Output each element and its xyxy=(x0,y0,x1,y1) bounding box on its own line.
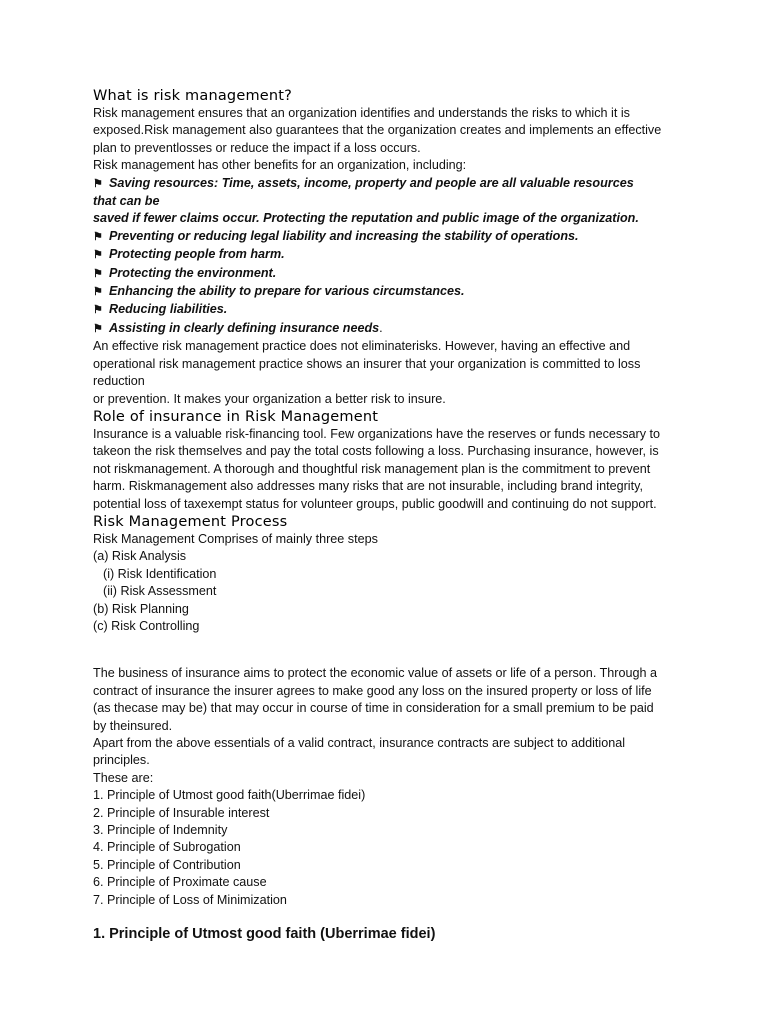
principle-item: 6. Principle of Proximate cause xyxy=(93,875,267,890)
principle-item: 5. Principle of Contribution xyxy=(93,857,241,872)
text-line: Insurance is a valuable risk-financing tool. Few organizations have the reserves or funds necessary to xyxy=(93,426,661,441)
list-item: ⚑ Saving resources: Time, assets, income, property and people are all valuable resources xyxy=(93,175,683,193)
business-paragraph xyxy=(93,665,683,735)
list-item: ⚑ Reducing liabilities. xyxy=(93,301,683,319)
principle-item: 7. Principle of Loss of Minimization xyxy=(93,892,287,907)
text-line: Apart from the above essentials of a valid contract, insurance contracts are subject to additional xyxy=(93,736,626,750)
step-item: (a) Risk Analysis xyxy=(93,549,187,564)
effective-practice-paragraph xyxy=(93,338,683,408)
step-item: (i) Risk Identification xyxy=(103,566,217,581)
text-line: not riskmanagement. A thorough and thoughtful risk management plan is the commitment to prevent xyxy=(93,461,651,476)
list-item: ⚑ Protecting people from harm. xyxy=(93,246,683,264)
process-intro: Risk Management Comprises of mainly three steps xyxy=(93,531,378,546)
list-item: ⚑ Enhancing the ability to prepare for various circumstances. xyxy=(93,283,683,301)
text-line: principles. xyxy=(93,753,150,768)
role-paragraph xyxy=(93,426,683,513)
spacer xyxy=(93,909,683,925)
flag-bullet-icon: ⚑ xyxy=(93,322,103,335)
text-line: harm. Riskmanagement also addresses many risks that are not insurable, including brand integrity, xyxy=(93,479,643,494)
heading-risk-management-process: Risk Management Process xyxy=(93,513,288,530)
principle-item: 4. Principle of Subrogation xyxy=(93,840,241,855)
list-item: ⚑ Protecting the environment. xyxy=(93,265,683,283)
list-item-continuation: that can be xyxy=(93,194,160,209)
spacer xyxy=(93,635,683,665)
heading-principle-utmost-good-faith: 1. Principle of Utmost good faith (Uberrimae fidei) xyxy=(93,926,436,943)
principle-item: 1. Principle of Utmost good faith(Uberrimae fidei) xyxy=(93,788,366,803)
text-line: contract of insurance the insurer agrees to make good any loss on the insured property or loss of life xyxy=(93,683,652,698)
text-line: plan to preventlosses or reduce the impact if a loss occurs. xyxy=(93,140,421,155)
step-item: (b) Risk Planning xyxy=(93,601,189,616)
document-content xyxy=(93,87,683,943)
flag-bullet-icon: ⚑ xyxy=(93,230,103,243)
list-item: ⚑ Preventing or reducing legal liability and increasing the stability of operations. xyxy=(93,228,683,246)
step-item: (ii) Risk Assessment xyxy=(103,584,217,599)
list-item-continuation: saved if fewer claims occur. Protecting the reputation and public image of the organization. xyxy=(93,211,639,226)
step-item: (c) Risk Controlling xyxy=(93,618,200,633)
heading-what-is-risk-management: What is risk management? xyxy=(93,88,293,104)
text-line: or prevention. It makes your organization a better risk to insure. xyxy=(93,391,446,406)
text-line: (as thecase may be) that may occur in course of time in consideration for a small premium to be paid xyxy=(93,701,654,716)
text-line: Risk management ensures that an organization identifies and understands the risks to which it is xyxy=(93,106,630,120)
benefits-list xyxy=(93,175,683,339)
principles-list xyxy=(93,787,683,909)
text-line: takeon the risk themselves and pay the total costs following a loss. Purchasing insurance, however, is xyxy=(93,444,659,459)
flag-bullet-icon: ⚑ xyxy=(93,286,103,299)
flag-bullet-icon: ⚑ xyxy=(93,304,103,317)
text-line: reduction xyxy=(93,374,145,389)
flag-bullet-icon: ⚑ xyxy=(93,249,103,262)
flag-bullet-icon: ⚑ xyxy=(93,267,103,280)
flag-bullet-icon: ⚑ xyxy=(93,177,103,190)
list-item: ⚑ Assisting in clearly defining insurance needs. xyxy=(93,320,683,338)
text-line: The business of insurance aims to protect the economic value of assets or life of a person. Through a xyxy=(93,666,657,681)
text-line: potential loss of taxexempt status for volunteer groups, public goodwill and continuing do not support. xyxy=(93,496,657,511)
text-line: by theinsured. xyxy=(93,718,173,733)
heading-role-of-insurance: Role of insurance in Risk Management xyxy=(93,408,379,425)
principle-item: 2. Principle of Insurable interest xyxy=(93,805,270,820)
intro-paragraph xyxy=(93,105,683,157)
text-line: exposed.Risk management also guarantees that the organization creates and implements an effective xyxy=(93,123,662,138)
text-line: An effective risk management practice does not eliminaterisks. However, having an effective and xyxy=(93,339,631,354)
additional-principles-paragraph xyxy=(93,735,683,770)
these-are-label: These are: xyxy=(93,770,154,785)
process-steps xyxy=(93,548,683,635)
text-line: operational risk management practice shows an insurer that your organization is committed to loss xyxy=(93,356,641,371)
benefits-intro: Risk management has other benefits for an organization, including: xyxy=(93,158,467,173)
principle-item: 3. Principle of Indemnity xyxy=(93,823,228,838)
